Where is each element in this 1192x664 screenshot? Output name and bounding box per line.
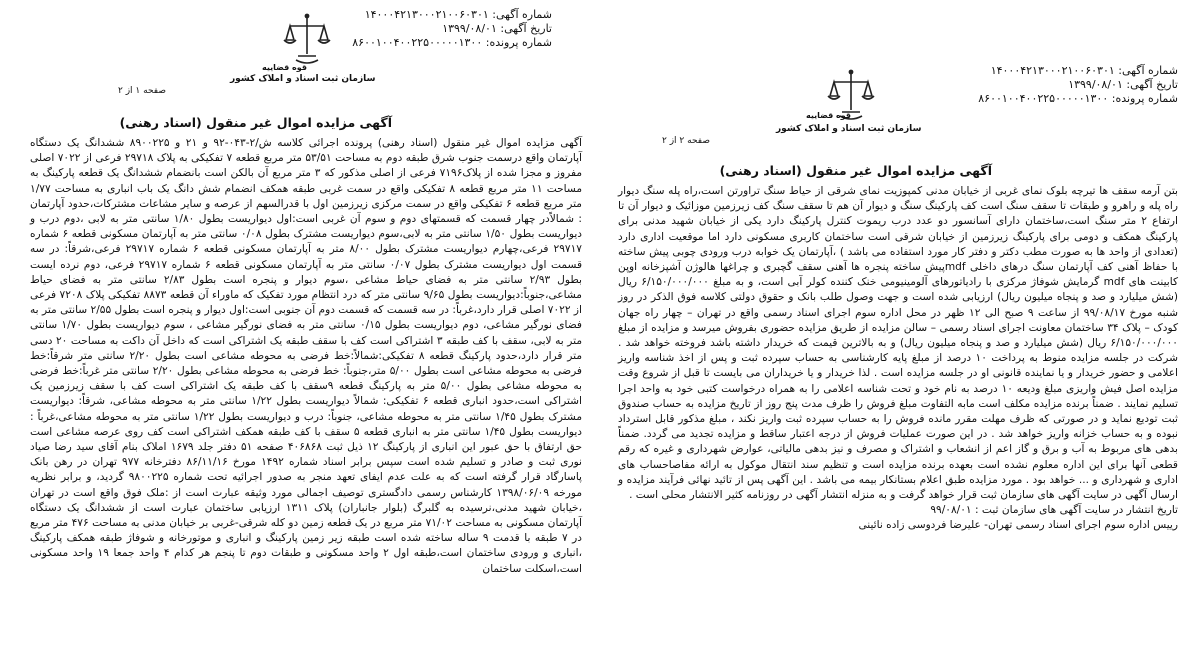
- page-title: آگهی مزایده اموال غیر منقول (اسناد رهنی): [719, 163, 992, 178]
- judiciary-label: قوه قضاییه: [806, 111, 852, 120]
- signature-line: رییس اداره سوم اجرای اسناد رسمی تهران- علیرضا فردوسی زاده نائینی: [858, 519, 1178, 532]
- judiciary-label: قوه قضاییه: [262, 63, 308, 72]
- judiciary-emblem-icon: [278, 10, 336, 68]
- page-2: [600, 0, 1192, 664]
- file-number: شماره پرونده: ۸۶۰۰۱۰۰۴۰۰۲۲۵۰۰۰۰۰۱۳۰۰: [978, 92, 1178, 105]
- file-number: شماره پرونده: ۸۶۰۰۱۰۰۴۰۰۲۲۵۰۰۰۰۰۱۳۰۰: [352, 36, 552, 49]
- org-name: سازمان ثبت اسناد و املاک کشور: [776, 124, 922, 134]
- ad-body-text: [30, 136, 582, 577]
- ad-date: تاریخ آگهی: ۱۳۹۹/۰۸/۰۱: [442, 22, 552, 35]
- body-paragraph: بتن آرمه سقف ها تیرچه بلوک نمای غربی از خیابان مدنی کمپوزیت نمای شرقی از حیاط سنگ تراورتن است،راه پله سنگ دیوار راه پله و راهرو و طبقات تا سقف سنگ است کف پارکینگ سنگ و دیوار آن هم تا سقف سنگ کف زیرزمین موزائیک و دیوار آن تا ارتفاع ۲ متر سنگ است،ساختمان دارای آسانسور دو عدد درب ریموت کنترل پارکینگ دارد یکی از خیابان شهید مدنی برای پارکینگ همکف و دومی برای پارکینگ زیرزمین از خیابان شرقی است ساختمان کاربری مسکونی دارد اما موقعیت اداری دارد (تعدادی از واحد ها به صورت مطب دکتر و دفتر کار مورد استفاده می باشد ) ،آپارتمان یک خوابه درب ورودی چوبی پیش ساخته با حفاظ آهنی کف آپارتمان سنگ درهای داخلی mdfپیش ساخته پنجره ها آهنی سقف گچبری و چراغها هالوژن آشپزخانه اوپن کابینت های mdf گرمایش شوفاژ مرکزی با رادیاتورهای آلومینیومی خنک کننده کولر آبی است، و به مبلغ ۶/۱۵۰/۰۰۰/۰۰۰ ریال (شش میلیارد و صد و پنجاه میلیون ریال) ارزیابی شده است و جهت وصول طلب بانک و حقوق دولتی کلاسه فوق الذکر در روز شنبه مورخ ۹۹/۰۸/۱۷ از ساعت ۹ صبح الی ۱۲ ظهر در محل اداره سوم اجرای اسناد رسمی واقع در تهران – چهار راه جهان کودک – پلاک ۳۴ ساختمان معاونت اجرای اسناد رسمی – سالن مزایده از طریق مزایده حضوری بفروش میرسد و مزایده از مبلغ ۶/۱۵۰/۰۰۰/۰۰۰ ریال (شش میلیارد و صد و پنجاه میلیون ریال) و به بالاترین قیمت که خریدار داشته باشد فروخته خواهد شد . شرکت در جلسه مزایده منوط به پرداخت ۱۰ درصد از مبلغ پایه کارشناسی به حساب سپرده ثبت و پس از اخذ شناسه واریز اعلامی و حضور خریدار و یا نماینده قانونی او در جلسه مزایده است . لذا خریدار و یا خریداران می بایست تا قبل از شروع وقت مزایده اصل فیش واریزی مبلغ ودیعه ۱۰ درصد به نام خود و تحت شناسه اعلامی را به همراه درخواست کتبی خود به واحد اجرا تسلیم نمایند . ضمناً برنده مزایده مکلف است مابه التفاوت مبلغ فروش را ظرف مدت پنج روز از تاریخ مزایده به حساب صندوق ثبت تودیع نماید و در صورتی که ظرف مهلت مقرر مانده فروش را به حساب سپرده ثبت واریز نکند ، مبلغ مذکور قابل استرداد نبوده و به حساب خزانه واریز خواهد شد . در این صورت عملیات فروش از درجه اعتبار ساقط و مزایده تجدید می گردد. ضمناً بدهی های مربوط به آب و برق و گاز اعم از انشعاب و اشتراک و مصرف و نیز بدهی مالیاتی، عوارض شهرداری و غیره که رقم قطعی آنها برای این اداره معلوم نشده است بعهده برنده مزایده است و تنظیم سند انتقال موکول به ارائه مفاصاحساب های اداری و شهرداری و ... خواهد بود . مورد مزایده طبق اعلام بستانکار بیمه می باشد . این آگهی پس از تائید نهائی فرآیند مزایده و ارسال آگهی در سایت آگهی های سازمان ثبت قرار خواهد گرفت و به منزله انتشار آگهی در روزنامه کثیر الانتشار محلی است .: [618, 185, 1179, 502]
- page-label: صفحه ۲ از ۲: [662, 136, 710, 146]
- publish-date: تاریخ انتشار در سایت آگهی های سازمان ثبت : ۹۹/۰۸/۰۱: [930, 504, 1178, 517]
- page-title: آگهی مزایده اموال غیر منقول (اسناد رهنی): [119, 115, 392, 130]
- ad-body-text: [618, 184, 1178, 534]
- body-paragraph: آگهی مزایده اموال غیر منقول (اسناد رهنی) پرونده اجرائی کلاسه ش/۲-۰۴۳-۹۲ و ۲۱ و ۸۹۰۰۲۲۵ ششدانگ یک دستگاه آپارتمان واقع درسمت جنوب شرق طبقه دوم به مساحت ۵۳/۵۱ متر مربع قطعه ۷ تفکیکی به پلاک ۲۹۷۱۸ فرعی از ۷۰۲۲ اصلی مفروز و مجزا شده از پلاک۷۱۹۶ فرعی از اصلی مذکور که ۳ متر مربع آن بالکن است بانضمام ششدانگ یک قطعه پارکینگ به مساحت ۱۱ متر مربع قطعه ۸ تفکیکی واقع در سمت غربی طبقه همکف انضمام شش دانگ یک باب انباری به مساحت ۱/۷۷ متر مربع قطعه ۶ تفکیکی واقع در سمت مرکزی زیرزمین اول با قدرالسهم از عرصه و سایر مشاعات مشترکات،حدود آپارتمان : شمالاًدر چهار قسمت که قسمتهای دوم و سوم آن غربی است:اول دیواریست بطول ۱/۸۰ سانتی متر به لابی ،دوم درب و دیواریست بطول ۱/۵۰ سانتی متر به لابی،سوم دیواریست مشترک بطول ۰/۰۸ سانتی متر به آپارتمان مسکونی قطعه ۶ شماره ۲۹۷۱۷ فرعی،چهارم دیواریست مشترک بطول ۸/۰۰ متر به آپارتمان مسکونی قطعه ۶ شماره ۲۹۷۱۷ فرعی،شرقاً: در سه قسمت اول دیواریست مشترک بطول ۰/۰۷ سانتی متر به آپارتمان مسکونی قطعه ۶ شماره ۲۹۷۱۷ فرعی، دوم نرده ایست بطول ۲/۹۳ سانتی متر به فضای حیاط مشاعی ،سوم دیوار و پنجره است بطول ۲/۸۳ سانتی متر به فضای حیاط مشاعی،جنوباً:دیواریست بطول ۹/۶۵ سانتی متر که درد انتظام مورد تفکیک که ماوراء آن قطعه ۸۸۷۳ تفکیکی پلاک ۷۲۰۸ فرعی از ۷۰۲۲ اصلی قرار دارد،غرباً: در سه قسمت که قسمت دوم آن جنوبی است:اول دیوار و پنجره است بطول ۲/۵۵ سانتی متر به فضای نورگیر مشاعی، دوم دیواریست بطول ۰/۱۵ سانتی متر به فضای نورگیر مشاعی ، سوم دیواریست بطول ۱/۷۰ سانتی متر به لابی، سقف با کف طبقه ۳ اشتراکی است کف با سقف طبقه یک اشتراکی است که داخل آن داکت به مساحت ۲۰ دسی متر قرار دارد،حدود پارکینگ قطعه ۸ تفکیکی:شمالاً:خط فرضی به محوطه مشاعی است بطول ۲/۲۰ سانتی متر شرقاً:خط فرضی به محوطه مشاعی است بطول ۵/۰۰ متر،جنوباً: خط فرضی به محوطه مشاعی بطول ۲/۲۰ سانتی متر غرباً:خط فرضی به محوطه مشاعی بطول ۵/۰۰ متر به پارکینگ قطعه ۹سقف با کف طبقه یک اشتراکی است کف با سقف زیرزمین یک اشتراکی است،حدود انباری قطعه ۶ تفکیکی: شمالاً دیواریست بطول ۱/۲۲ سانتی متر به محوطه مشاعی، شرقاً: دیواریست مشترک بطول ۱/۴۵ سانتی متر به محوطه مشاعی، جنوباً: درب و دیواریست بطول ۱/۲۲ سانتی متر به محوطه مشاعی،غرباً : دیواریست بطول ۱/۴۵ سانتی متر به انباری قطعه ۵ سقف با کف طبقه همکف اشتراکی است کف روی عرصه مشاعی است حق ارتفاق با حق عبور این انباری از پارکینگ ۱۲ ذیل ثبت ۴۰۶۸۶۸ صفحه ۵۱ دفتر جلد ۱۶۷۹ املاک بنام آقای سید رضا صیاد نوری ثبت و صادر و تسلیم شده است سپس برابر اسناد شماره ۱۴۹۲ مورخ ۸۶/۱۱/۱۶ دفترخانه ۹۷۷ تهران در رهن بانک پاسارگاد قرار گرفته است که به علت عدم ایفای تعهد منجر به صدور اجرائیه تحت شماره ۹۸۰۰۲۲۵ گردید، و برابر نظریه مورخه ۱۳۹۸/۰۶/۰۹ کارشناس رسمی دادگستری توصیف اجمالی مورد وثیقه عبارت است از :ملک فوق واقع است در تهران ،خیابان شهید مدنی،نرسیده به گلبرگ (بلوار جانباران) پلاک ۱۳۱۱ ارزیابی ساختمان عبارت است از ششدانگ یک دستگاه آپارتمان مسکونی به مساحت ۷۱/۰۲ متر مربع در یک قطعه زمین دو کله شرقی-غربی بر خیابان مدنی به مساحت ۴۷۶ متر مربع در ۷ طبقه با قدمت ۹ ساله ساخته شده است طبقه زیر زمین پارکینگ و انباری و موتورخانه و شوفاژ طبقه همکف پارکینگ ،انباری و ورودی ساختمان است،طبقه اول ۲ واحد مسکونی و طبقات دوم تا پنجم هر کدام ۴ واحد جمعا ۱۹ واحد مسکونی است،اسکلت ساختمان: [30, 137, 583, 575]
- ad-number: شماره آگهی: ۱۴۰۰۰۴۲۱۳۰۰۰۲۱۰۰۶۰۳۰۱: [364, 8, 552, 21]
- page-label: صفحه ۱ از ۲: [118, 86, 166, 96]
- ad-date: تاریخ آگهی: ۱۳۹۹/۰۸/۰۱: [1068, 78, 1178, 91]
- ad-number: شماره آگهی: ۱۴۰۰۰۴۲۱۳۰۰۰۲۱۰۰۶۰۳۰۱: [990, 64, 1178, 77]
- org-name: سازمان ثبت اسناد و املاک کشور: [230, 74, 376, 84]
- page-1: [0, 0, 592, 664]
